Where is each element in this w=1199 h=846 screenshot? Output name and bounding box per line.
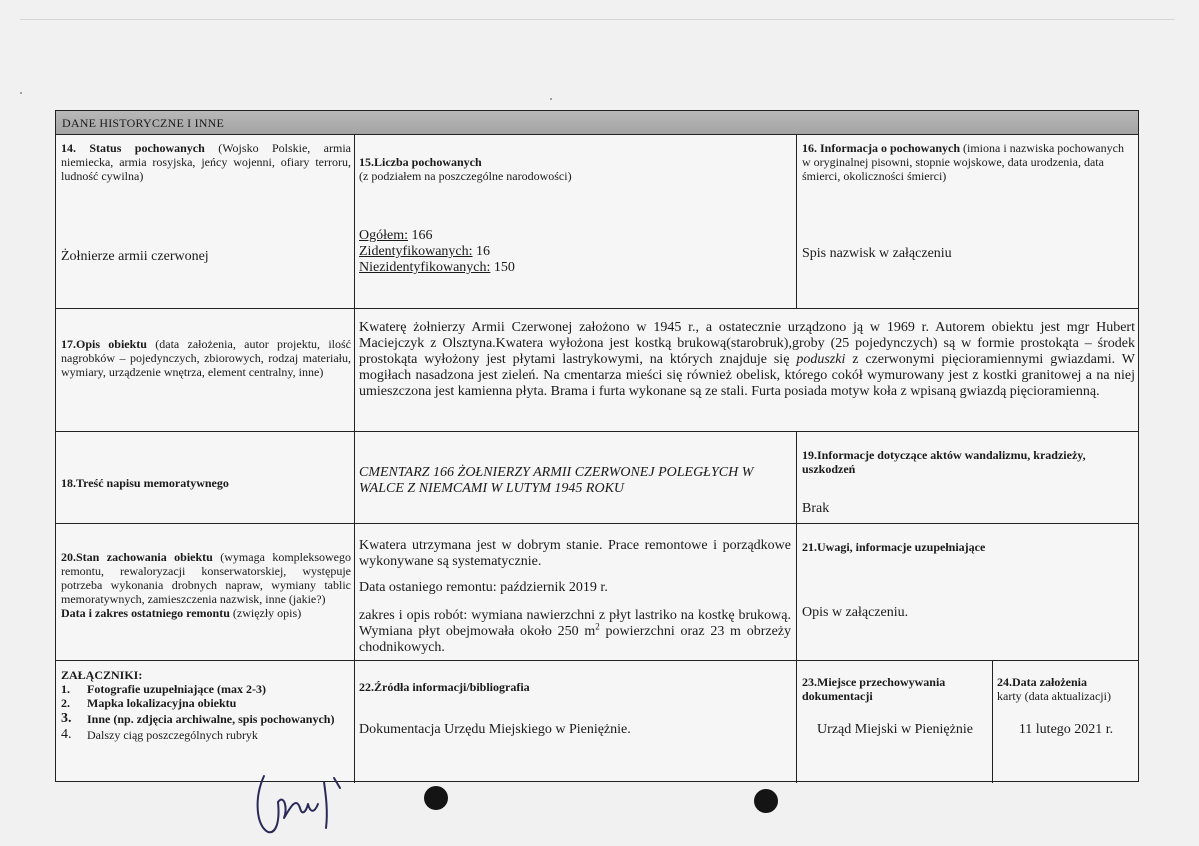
row-divider: [56, 431, 1139, 432]
section-header: DANE HISTORYCZNE I INNE: [56, 111, 1138, 135]
handwritten-signature: [250, 768, 370, 838]
field-16-label: 16. Informacja o pochowanych (imiona i nazwiska pochowanych w oryginalnej pisowni, stopnie wojskowe, data urodzenia, data śmierci, okoliczności śmierci): [802, 141, 1124, 183]
field-14-label: 14. Status pochowanych (Wojsko Polskie, armia niemiecka, armia rosyjska, jeńcy wojenni, ofiary terroru, ludność cywilna): [61, 141, 351, 183]
attachments-list: [61, 668, 351, 742]
field-17-value: Kwaterę żołnierzy Armii Czerwonej założono w 1945 r., a ostatecznie urządzono ją w 1969 r. Autorem obiektu jest mgr Hubert Maciejczyk z Olsztyna.Kwatera wyłożona jest kostką brukową(starobruk),groby (25 pojedynczych) są w formie prostokąta – środek prostokąta wyłożony jest płytami lastrykowymi, na których znajduje się poduszki z czerwonymi pięcioramiennymi gwiazdami. W mogiłach nasadzona jest zieleń. Na cmentarza mieści się również obelisk, którego cokół wymurowany jest z kostki granitowej a na niej umieszczona jest kamienna płyta. Brama i furta wykonane są ze stali. Furta posiada motyw koła z wpisaną gwiazdą pięcioramienną.: [359, 320, 1135, 399]
row-divider: [56, 308, 1139, 309]
unidentified-label: Niezidentyfikowanych:: [359, 260, 491, 275]
field-21-label: 21.Uwagi, informacje uzupełniające: [802, 540, 986, 554]
column-divider: [354, 135, 355, 783]
total-label: Ogółem:: [359, 228, 408, 243]
row-divider: [56, 523, 1139, 524]
attachments-title: ZAŁĄCZNIKI:: [61, 668, 143, 682]
attachment-item: 2. Mapka lokalizacyjna obiektu: [61, 696, 237, 710]
binder-hole: [424, 786, 448, 810]
field-24-label: 24.Data założenia karty (data aktualizacji): [997, 675, 1111, 703]
historical-data-form: [55, 110, 1139, 782]
total-value: 166: [408, 228, 433, 243]
scan-speck: [550, 98, 552, 100]
field-22-label: 22.Źródła informacji/bibliografia: [359, 680, 530, 694]
scan-speck: [20, 92, 22, 94]
unidentified-value: 150: [490, 260, 515, 275]
field-19-label: 19.Informacje dotyczące aktów wandalizmu, kradzieży, uszkodzeń: [802, 448, 1086, 476]
field-15-value: [359, 228, 789, 276]
attachment-item: 1. Fotografie uzupełniające (max 2-3): [61, 682, 266, 696]
field-21-value: Opis w załączeniu.: [802, 605, 909, 620]
field-19-value: Brak: [802, 501, 830, 516]
identified-label: Zidentyfikowanych:: [359, 244, 473, 259]
field-18-value: CMENTARZ 166 ŻOŁNIERZY ARMII CZERWONEJ POLEGŁYCH W WALCE Z NIEMCAMI W LUTYM 1945 ROKU: [359, 465, 754, 496]
attachment-item: 3. Inne (np. zdjęcia archiwalne, spis pochowanych): [61, 711, 335, 726]
field-18-label: 18.Treść napisu memoratywnego: [61, 476, 229, 490]
field-17-label: 17.Opis obiektu (data założenia, autor projektu, ilość nagrobków – pojedynczych, zbiorowych, rodzaj materiału, wymiary, urządzenie wnętrza, element centralny, inne): [61, 337, 351, 379]
field-23-label: 23.Miejsce przechowywania dokumentacji: [802, 675, 946, 703]
field-16-value: Spis nazwisk w załączeniu: [802, 246, 952, 261]
binder-hole: [754, 789, 778, 813]
identified-value: 16: [472, 244, 491, 259]
column-divider: [992, 660, 993, 783]
scan-top-line: [20, 19, 1175, 20]
condition-paragraph: Kwatera utrzymana jest w dobrym stanie. Prace remontowe i porządkowe wykonywane są systematycznie.: [359, 538, 791, 569]
field-20-value: [359, 538, 791, 656]
field-14-value: Żołnierze armii czerwonej: [61, 249, 209, 264]
field-24-value: 11 lutego 2021 r.: [1018, 722, 1114, 737]
field-15-label: 15.Liczba pochowanych (z podziałem na poszczególne narodowości): [359, 155, 572, 183]
attachment-item: 4. Dalszy ciąg poszczególnych rubryk: [61, 727, 258, 742]
field-20-label: 20.Stan zachowania obiektu (wymaga kompleksowego remontu, rewaloryzacji konserwatorskiej, występuje potrzeba wykonania drobnych napraw, wymiany tablic memoratywnych, zamieszczenia nazwisk, inne (jakie?) Data i zakres ostatniego remontu (zwięzły opis): [61, 550, 351, 620]
field-23-value: Urząd Miejski w Pieniężnie: [817, 722, 973, 737]
column-divider: [796, 135, 797, 308]
field-22-value: Dokumentacja Urzędu Miejskiego w Pieniężnie.: [359, 722, 631, 737]
column-divider: [796, 431, 797, 783]
row-divider: [56, 660, 1139, 661]
last-renovation-date: Data ostaniego remontu: październik 2019 r.: [359, 580, 608, 595]
renovation-scope: zakres i opis robót: wymiana nawierzchni z płyt lastriko na kostkę brukową. Wymiana płyt obejmowała około 250 $m^2$ powierzchni oraz 23 m obrzeży chodnikowych.: [359, 608, 792, 655]
